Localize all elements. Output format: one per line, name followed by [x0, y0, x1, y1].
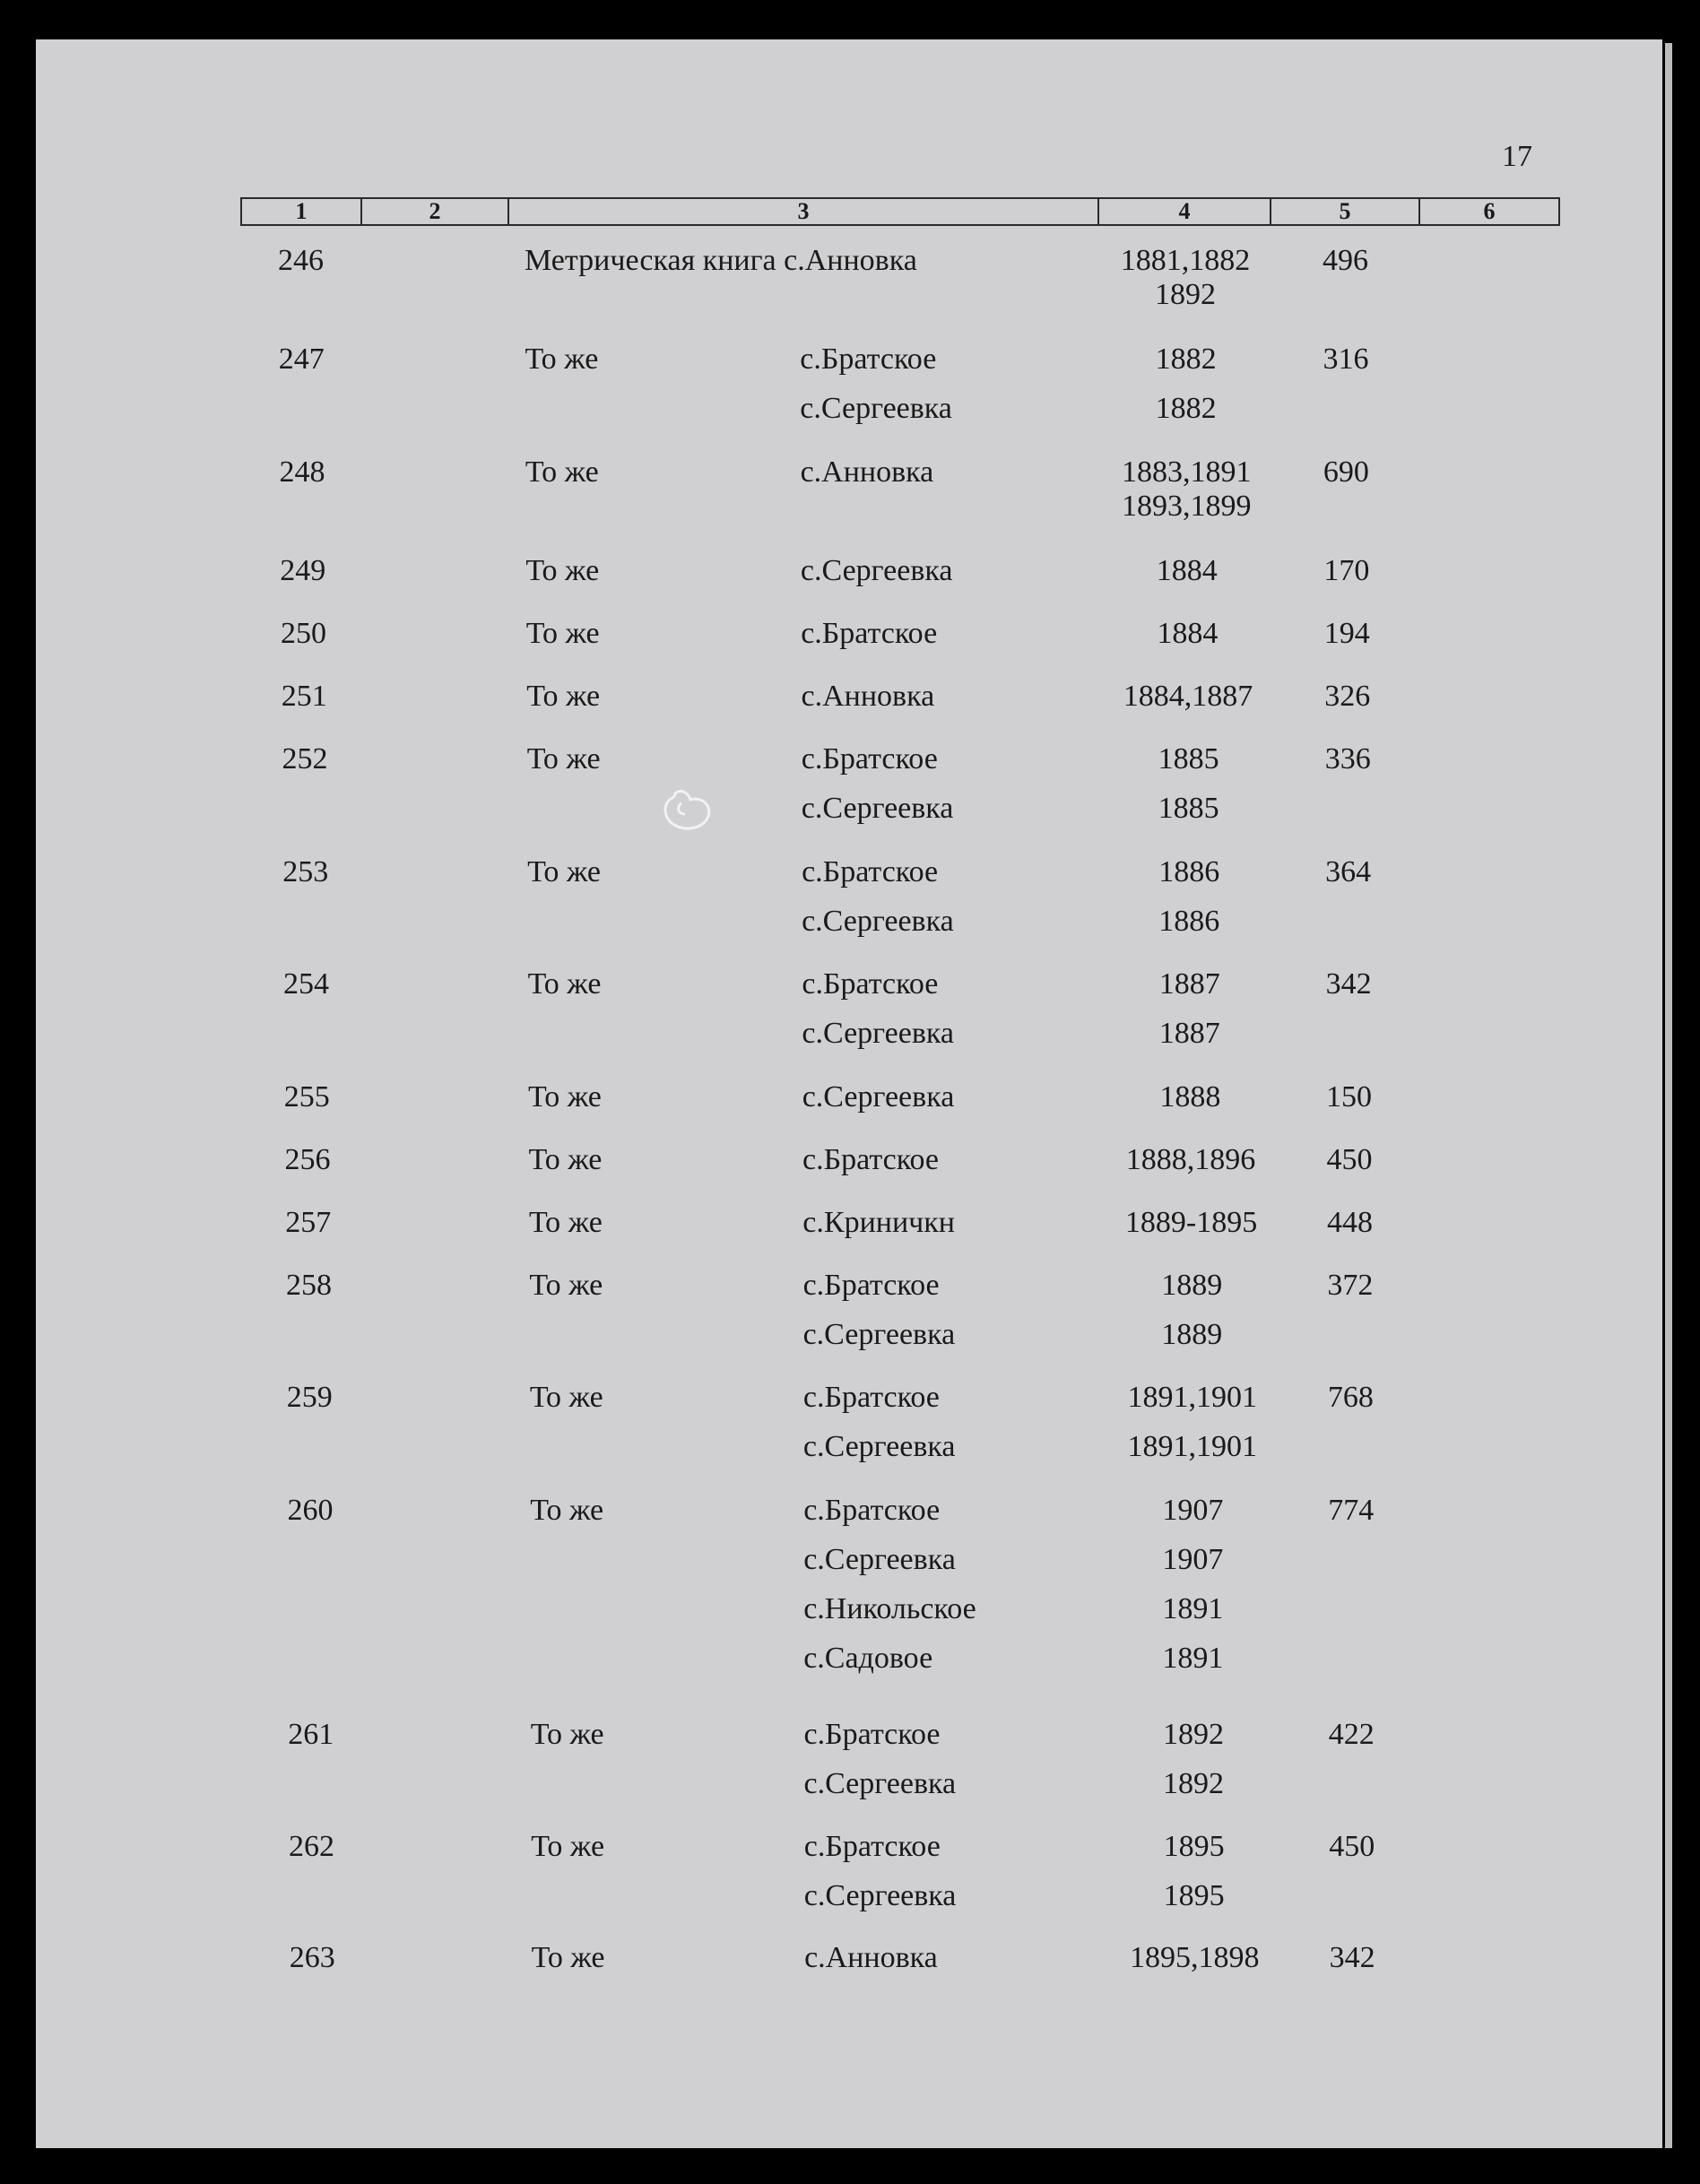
entry-years: 1886: [1158, 905, 1220, 938]
entry-years: 1882: [1155, 342, 1217, 376]
entry-number: 259: [286, 1381, 333, 1414]
entry-place: с.Братское: [800, 342, 937, 376]
entry-place: с.Братское: [802, 1269, 940, 1302]
entry-description: То же: [528, 1080, 602, 1114]
entry-sheet-count: 422: [1328, 1718, 1375, 1751]
entry-place: с.Сергеевка: [802, 1318, 956, 1351]
entry-description: Метрическая книга с.Анновка: [525, 244, 917, 277]
entry-years: 1892: [1163, 1767, 1224, 1800]
column-header-6: 6: [1418, 197, 1560, 226]
entry-years: 1881,1882: [1120, 244, 1251, 277]
entry-description: То же: [531, 1830, 605, 1863]
entry-years: 1889-1895: [1124, 1206, 1258, 1239]
entry-description: То же: [530, 1494, 604, 1527]
entry-description: То же: [527, 967, 602, 1001]
entry-years: 1895: [1163, 1879, 1225, 1912]
entry-sheet-count: 364: [1325, 855, 1372, 888]
entry-place: с.Сергеевка: [800, 392, 952, 425]
entry-number: 251: [281, 680, 327, 713]
entry-years: 1891: [1162, 1642, 1224, 1675]
entry-sheet-count: 372: [1327, 1269, 1374, 1302]
entry-number: 248: [279, 455, 325, 489]
column-header-4: 4: [1097, 197, 1271, 226]
entry-place: с.Братское: [802, 1381, 940, 1414]
entry-number: 260: [287, 1494, 334, 1527]
entry-description: То же: [528, 1206, 603, 1239]
entry-place: с.Сергеевка: [803, 1879, 957, 1912]
entry-place: с.Анновка: [800, 455, 934, 489]
entry-description: То же: [528, 1143, 603, 1176]
entry-number: 255: [283, 1080, 330, 1114]
entry-years: 1895: [1163, 1830, 1225, 1863]
entry-place: с.Сергеевка: [800, 554, 953, 587]
entry-place: с.Братское: [802, 1143, 939, 1176]
entry-years: 1893,1899: [1121, 490, 1252, 523]
entry-number: 253: [282, 855, 329, 888]
entry-years: 1889: [1161, 1269, 1223, 1302]
entry-place: с.Садовое: [803, 1642, 933, 1675]
entry-place: с.Сергеевка: [802, 1017, 954, 1050]
entry-sheet-count: 768: [1327, 1381, 1374, 1414]
column-header-3: 3: [507, 197, 1099, 226]
entry-place: с.Братское: [803, 1494, 941, 1527]
entry-description: То же: [525, 554, 600, 587]
column-header-2: 2: [360, 197, 509, 226]
entry-description: То же: [527, 855, 601, 888]
entry-place: с.Братское: [801, 742, 938, 776]
entry-sheet-count: 150: [1326, 1080, 1373, 1114]
entry-number: 250: [281, 617, 326, 650]
entry-sheet-count: 496: [1323, 244, 1368, 277]
entry-years: 1891,1901: [1127, 1381, 1258, 1414]
entry-number: 247: [278, 342, 325, 376]
entry-years: 1891: [1162, 1592, 1224, 1625]
entry-place: с.Сергеевка: [801, 792, 954, 825]
entry-sheet-count: 450: [1329, 1830, 1375, 1863]
entry-place: с.Анновка: [804, 1941, 938, 1974]
entry-place: с.Братское: [802, 967, 939, 1001]
column-header-1: 1: [240, 197, 362, 226]
entry-sheet-count: 326: [1324, 680, 1371, 713]
entry-place: с.Братское: [801, 617, 938, 650]
entry-years: 1891,1901: [1127, 1430, 1258, 1463]
entry-description: То же: [529, 1381, 603, 1414]
entry-place: с.Братское: [803, 1718, 941, 1751]
entry-sheet-count: 336: [1324, 742, 1371, 776]
entry-place: с.Братское: [803, 1830, 941, 1863]
entry-number: 246: [278, 244, 324, 277]
entry-sheet-count: 450: [1326, 1143, 1373, 1176]
entry-place: с.Криничкн: [802, 1206, 955, 1239]
entry-years: 1895,1898: [1129, 1941, 1260, 1974]
entry-number: 252: [282, 742, 328, 776]
entry-years: 1892: [1163, 1718, 1224, 1751]
entry-number: 249: [280, 554, 326, 587]
entry-description: То же: [525, 455, 599, 489]
entry-years: 1884: [1156, 554, 1218, 587]
entry-number: 263: [289, 1941, 335, 1974]
entry-place: с.Никольское: [803, 1592, 976, 1625]
ink-stain-mark: [655, 782, 717, 837]
entry-number: 261: [288, 1718, 334, 1751]
entry-place: с.Сергеевка: [802, 1430, 956, 1463]
entry-sheet-count: 316: [1323, 342, 1369, 376]
entry-years: 1888: [1159, 1080, 1221, 1114]
entry-years: 1885: [1158, 792, 1219, 825]
entry-place: с.Сергеевка: [803, 1543, 956, 1576]
entry-sheet-count: 170: [1323, 554, 1370, 587]
entry-years: 1885: [1158, 742, 1219, 776]
page-number: 17: [1502, 140, 1532, 173]
entry-years: 1887: [1158, 967, 1220, 1001]
entry-place: с.Анновка: [801, 680, 935, 713]
entry-description: То же: [526, 742, 601, 776]
entry-number: 262: [289, 1830, 334, 1863]
entry-years: 1884,1887: [1123, 680, 1253, 713]
entry-sheet-count: 774: [1328, 1494, 1375, 1527]
page-edge: [1665, 43, 1672, 2148]
entry-description: То же: [529, 1269, 603, 1302]
entry-description: То же: [531, 1941, 605, 1974]
entry-years: 1907: [1162, 1543, 1224, 1576]
column-header-5: 5: [1270, 197, 1420, 226]
entry-sheet-count: 342: [1325, 967, 1372, 1001]
entry-years: 1887: [1158, 1017, 1220, 1050]
entry-sheet-count: 194: [1323, 617, 1370, 650]
entry-place: с.Сергеевка: [803, 1767, 957, 1800]
entry-description: То же: [525, 617, 600, 650]
entry-years: 1889: [1161, 1318, 1223, 1351]
entry-sheet-count: 342: [1329, 1941, 1375, 1974]
entry-number: 257: [285, 1206, 332, 1239]
entry-number: 258: [286, 1269, 332, 1302]
entry-description: То же: [526, 680, 601, 713]
entry-years: 1907: [1162, 1494, 1224, 1527]
entry-years: 1888,1896: [1125, 1143, 1256, 1176]
entry-years: 1892: [1155, 278, 1216, 311]
entry-description: То же: [530, 1718, 604, 1751]
entry-sheet-count: 448: [1326, 1206, 1373, 1239]
entry-place: с.Братское: [802, 855, 939, 888]
entry-number: 256: [284, 1143, 331, 1176]
entry-place: с.Сергеевка: [802, 905, 954, 938]
entry-years: 1886: [1158, 855, 1220, 888]
entry-years: 1883,1891: [1121, 455, 1252, 489]
entry-number: 254: [283, 967, 329, 1001]
entry-years: 1884: [1157, 617, 1219, 650]
entry-description: То же: [525, 342, 599, 376]
entry-sheet-count: 690: [1323, 455, 1369, 489]
entry-years: 1882: [1155, 392, 1217, 425]
entry-place: с.Сергеевка: [802, 1080, 955, 1114]
